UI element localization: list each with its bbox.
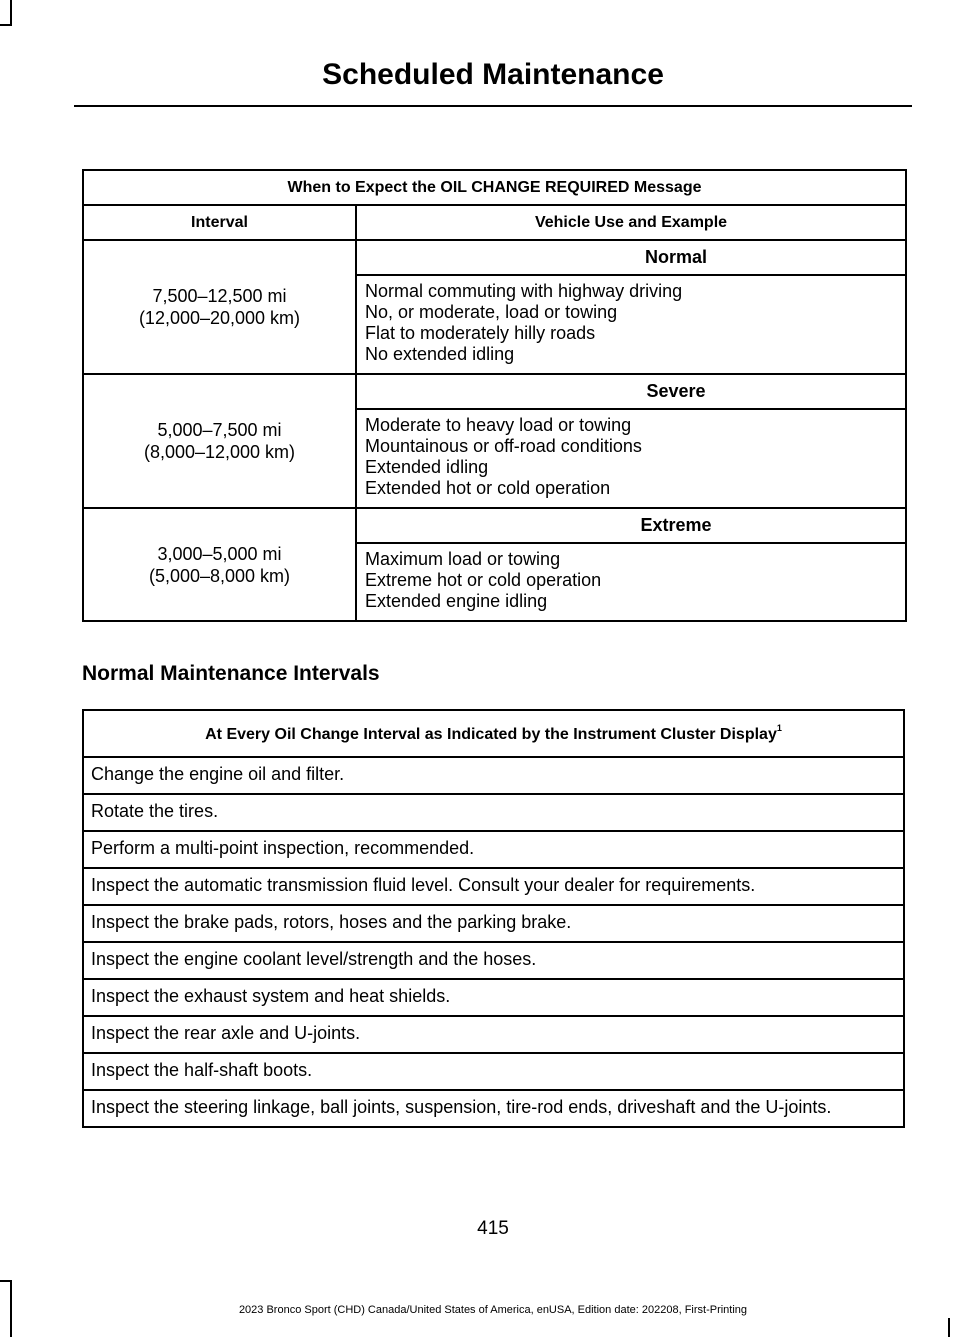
maintenance-item: Inspect the rear axle and U-joints. [83, 1016, 904, 1053]
category-normal: Normal [356, 240, 906, 275]
oil-change-table [82, 169, 907, 622]
crop-mark [948, 1318, 950, 1337]
maintenance-item: Inspect the exhaust system and heat shields. [83, 979, 904, 1016]
usage-line: Normal commuting with highway driving [365, 281, 683, 301]
maintenance-item: Perform a multi-point inspection, recommended. [83, 831, 904, 868]
interval-kilometers: (12,000–20,000 km) [138, 308, 301, 328]
usage-description [356, 409, 906, 508]
usage-description [356, 275, 906, 374]
section-heading: Normal Maintenance Intervals [82, 662, 380, 685]
maintenance-item: Inspect the steering linkage, ball joints, suspension, tire-rod ends, driveshaft and the U-joints. [83, 1090, 904, 1127]
usage-line: Flat to moderately hilly roads [365, 323, 596, 343]
usage-line: No extended idling [365, 344, 515, 364]
usage-description [356, 543, 906, 621]
category-severe: Severe [356, 374, 906, 409]
maintenance-item: Inspect the engine coolant level/strength and the hoses. [83, 942, 904, 979]
maintenance-table [82, 709, 905, 1128]
maintenance-item: Inspect the automatic transmission fluid level. Consult your dealer for requirements. [83, 868, 904, 905]
usage-line: Moderate to heavy load or towing [365, 415, 632, 435]
header-divider [74, 105, 912, 107]
maintenance-header-text: At Every Oil Change Interval as Indicated by the Instrument Cluster Display [205, 726, 777, 743]
interval-kilometers: (8,000–12,000 km) [143, 442, 296, 462]
oil-change-table-caption: When to Expect the OIL CHANGE REQUIRED Message [83, 170, 906, 205]
interval-cell [83, 508, 356, 621]
interval-cell [83, 374, 356, 508]
footnote-marker: 1 [776, 723, 782, 733]
maintenance-item: Inspect the half-shaft boots. [83, 1053, 904, 1090]
page-title: Scheduled Maintenance [322, 58, 664, 91]
usage-line: Maximum load or towing [365, 549, 561, 569]
interval-miles: 5,000–7,500 mi [157, 420, 282, 440]
maintenance-item: Change the engine oil and filter. [83, 757, 904, 794]
usage-line: No, or moderate, load or towing [365, 302, 618, 322]
interval-kilometers: (5,000–8,000 km) [148, 565, 291, 586]
footer-edition-text: 2023 Bronco Sport (CHD) Canada/United States of America, enUSA, Edition date: 202208, First-Printing [238, 1304, 748, 1316]
crop-mark [0, 24, 12, 26]
page-number: 415 [477, 1218, 509, 1239]
usage-line: Extended engine idling [365, 591, 548, 611]
usage-line: Extended idling [365, 457, 489, 477]
maintenance-table-header [83, 710, 904, 757]
usage-line: Mountainous or off-road conditions [365, 436, 642, 456]
interval-cell [83, 240, 356, 374]
usage-line: Extended hot or cold operation [365, 478, 611, 498]
interval-miles: 7,500–12,500 mi [152, 286, 287, 306]
usage-line: Extreme hot or cold operation [365, 570, 602, 590]
maintenance-item: Inspect the brake pads, rotors, hoses and the parking brake. [83, 905, 904, 942]
crop-mark [0, 1280, 12, 1282]
interval-miles: 3,000–5,000 mi [157, 543, 282, 564]
maintenance-item: Rotate the tires. [83, 794, 904, 831]
column-header-vehicle-use: Vehicle Use and Example [356, 205, 906, 240]
category-extreme: Extreme [356, 508, 906, 543]
crop-mark [10, 0, 12, 25]
column-header-interval: Interval [83, 205, 356, 240]
